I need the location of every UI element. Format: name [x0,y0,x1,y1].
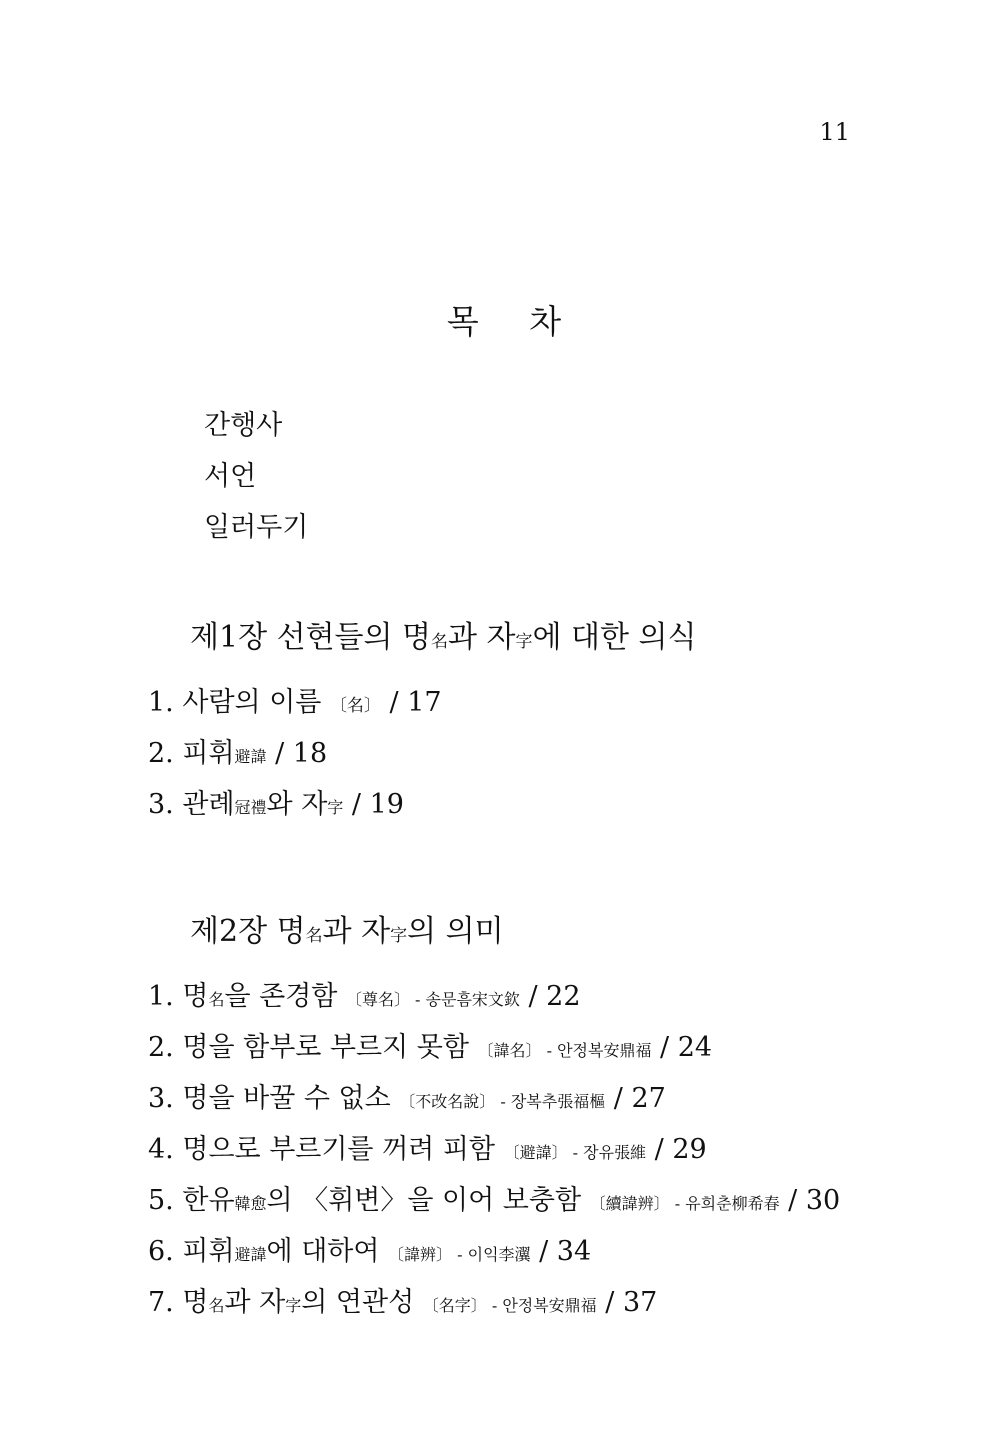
toc-entry[interactable] [148,1028,840,1079]
entry-title: 에 대하여 [266,1236,389,1267]
heading-text: 과 자 [448,620,516,655]
heading-text: 제1장 선현들의 명 [190,620,432,655]
entry-title: 피휘 [182,1236,235,1267]
entry-title: 명으로 부르기를 꺼려 피함 [182,1134,504,1165]
toc-entry[interactable] [148,1181,840,1232]
front-item-notes[interactable]: 일러두기 [204,512,309,543]
toc-entry[interactable] [148,1232,840,1283]
heading-hanja: 字 [390,926,408,946]
entry-title: 관례 [182,789,235,820]
chapter-1-heading[interactable] [190,612,697,656]
entry-source: 〔尊名〕 - 송문흠宋文欽 [345,990,520,1009]
entry-page: / 17 [380,687,442,718]
entry-page: / 19 [343,789,404,820]
entry-page: / 37 [596,1287,658,1318]
entry-title: 피휘 [182,738,235,769]
toc-entry[interactable] [148,1079,840,1130]
heading-text: 에 대한 의식 [532,620,697,655]
entry-page: / 29 [646,1134,707,1165]
entry-title: 을 존경함 [224,981,346,1012]
front-item-introduction[interactable]: 서언 [204,461,257,492]
entry-number: 7. [148,1287,174,1318]
entry-page: / 30 [779,1185,841,1216]
toc-title: 목 차 [446,302,582,341]
toc-entry[interactable] [148,734,442,785]
entry-source: 〔不改名說〕 - 장복추張福樞 [399,1092,606,1111]
front-item-preface[interactable]: 간행사 [204,410,283,441]
entry-number: 2. [148,1032,174,1063]
entry-number: 3. [148,1083,174,1114]
entry-page: / 18 [266,738,328,769]
entry-hanja: 韓愈 [234,1194,267,1213]
entry-title: 과 자 [224,1287,286,1318]
entry-hanja: 避諱 [234,1245,267,1264]
toc-entry[interactable] [148,1130,840,1181]
entry-source: 〔續諱辨〕 - 유희춘柳希春 [589,1194,780,1213]
entry-number: 2. [148,738,174,769]
entry-number: 4. [148,1134,174,1165]
entry-number: 1. [148,981,174,1012]
toc-entry[interactable] [148,785,442,836]
heading-hanja: 名 [305,926,323,946]
entry-title: 의 연관성 [301,1287,423,1318]
entry-number: 6. [148,1236,174,1267]
entry-hanja: 名 [208,1296,225,1315]
heading-text: 과 자 [322,914,391,949]
chapter-2-heading[interactable] [190,906,504,950]
entry-page: / 27 [605,1083,666,1114]
entry-title: 명 [182,1287,209,1318]
entry-page: / 34 [530,1236,592,1267]
entry-source: 〔避諱〕 - 장유張維 [503,1143,647,1162]
entry-title: 명을 함부로 부르지 못함 [182,1032,478,1063]
entry-title: 의 〈휘변〉을 이어 보충함 [266,1185,590,1216]
entry-number: 5. [148,1185,174,1216]
toc-entry[interactable] [148,683,442,734]
entry-title: 사람의 이름 [182,687,330,718]
entry-title: 와 자 [266,789,328,820]
entry-hanja: 名 [208,990,225,1009]
chapter-2-list [148,977,840,1334]
entry-number: 3. [148,789,174,820]
heading-hanja: 名 [431,632,449,652]
entry-hanja: 避諱 [234,747,267,766]
entry-hanja: 〔名〕 [329,696,381,716]
heading-text: 의 의미 [407,914,504,949]
toc-entry[interactable] [148,1283,840,1334]
chapter-1-list [148,683,442,836]
heading-hanja: 字 [515,632,533,652]
entry-source: 〔名字〕 - 안정복安鼎福 [422,1296,597,1315]
entry-hanja: 字 [285,1296,302,1315]
entry-title: 명을 바꿀 수 없소 [182,1083,400,1114]
entry-source: 〔諱名〕 - 안정복安鼎福 [477,1041,652,1060]
entry-page: / 22 [519,981,581,1012]
page-number: 11 [819,118,850,146]
entry-page: / 24 [651,1032,713,1063]
entry-hanja: 冠禮 [234,798,267,817]
entry-number: 1. [148,687,174,718]
entry-title: 한유 [182,1185,235,1216]
heading-text: 제2장 명 [190,914,306,949]
toc-entry[interactable] [148,977,840,1028]
entry-hanja: 字 [327,798,344,817]
front-matter-list [204,406,308,559]
entry-title: 명 [182,981,209,1012]
entry-source: 〔諱辨〕 - 이익李瀷 [388,1245,531,1264]
